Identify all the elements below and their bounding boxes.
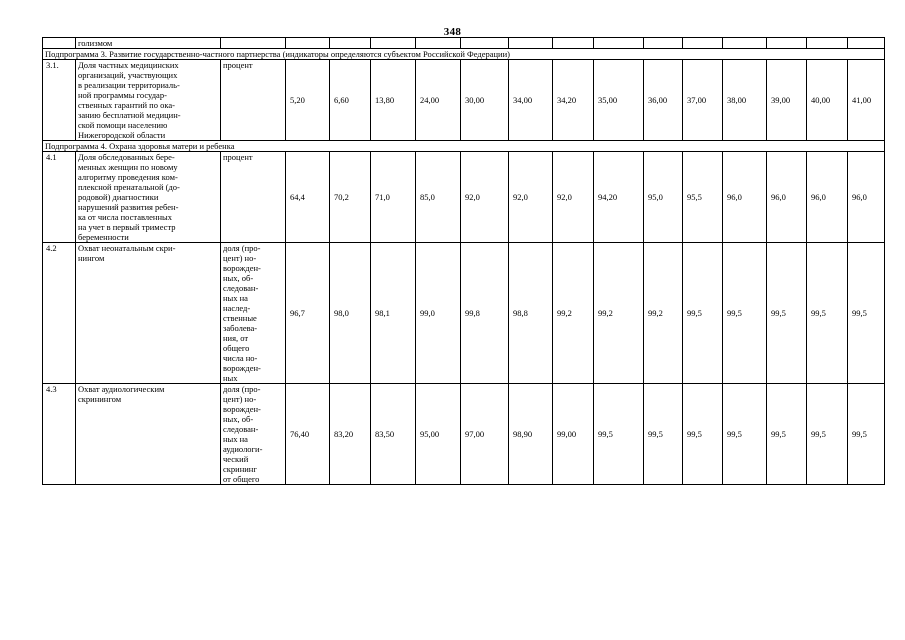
indicator-value: 99,5	[807, 243, 848, 384]
indicator-number: 4.2	[43, 243, 76, 384]
indicator-value: 96,0	[807, 152, 848, 243]
indicator-unit-text: процент	[223, 60, 253, 70]
empty-cell	[848, 38, 885, 49]
indicator-value: 13,80	[371, 60, 416, 141]
indicator-table	[42, 37, 885, 485]
indicator-value: 96,0	[767, 152, 807, 243]
indicator-value: 71,0	[371, 152, 416, 243]
indicator-name	[76, 152, 221, 243]
indicator-value: 95,0	[644, 152, 683, 243]
empty-cell	[286, 38, 330, 49]
empty-cell	[594, 38, 644, 49]
continued-row	[43, 38, 885, 49]
indicator-value: 96,0	[848, 152, 885, 243]
empty-cell	[43, 38, 76, 49]
indicator-row	[43, 243, 885, 384]
indicator-value: 99,5	[767, 243, 807, 384]
indicator-value: 99,00	[553, 384, 594, 485]
empty-cell	[807, 38, 848, 49]
indicator-value: 76,40	[286, 384, 330, 485]
empty-cell	[644, 38, 683, 49]
indicator-value: 39,00	[767, 60, 807, 141]
indicator-number: 3.1.	[43, 60, 76, 141]
indicator-unit	[221, 384, 286, 485]
empty-cell	[371, 38, 416, 49]
section-header-row	[43, 49, 885, 60]
empty-cell	[330, 38, 371, 49]
indicator-name	[76, 243, 221, 384]
indicator-value: 99,2	[644, 243, 683, 384]
indicator-value: 36,00	[644, 60, 683, 141]
indicator-value: 97,00	[461, 384, 509, 485]
indicator-value: 24,00	[416, 60, 461, 141]
indicator-number: 4.3	[43, 384, 76, 485]
indicator-value: 99,5	[683, 384, 723, 485]
empty-cell	[723, 38, 767, 49]
indicator-value: 99,5	[848, 243, 885, 384]
empty-cell	[683, 38, 723, 49]
indicator-unit	[221, 243, 286, 384]
empty-cell	[416, 38, 461, 49]
indicator-value: 99,5	[848, 384, 885, 485]
indicator-name	[76, 384, 221, 485]
empty-cell	[509, 38, 553, 49]
indicator-value: 83,50	[371, 384, 416, 485]
indicator-value: 99,5	[807, 384, 848, 485]
indicator-unit-text: доля (про- цент) но- ворожден- ных, об- следован- ных на наслед- ственные заболева- ния, от общего числа но- ворожден- ных	[223, 243, 261, 383]
indicator-value: 30,00	[461, 60, 509, 141]
empty-cell	[767, 38, 807, 49]
indicator-value: 99,8	[461, 243, 509, 384]
section-title: Подпрограмма 4. Охрана здоровья матери и ребенка	[43, 141, 885, 152]
section-header-row	[43, 141, 885, 152]
indicator-value: 99,2	[553, 243, 594, 384]
indicator-value: 99,5	[594, 384, 644, 485]
indicator-value: 96,7	[286, 243, 330, 384]
indicator-value: 92,0	[509, 152, 553, 243]
continued-text: голизмом	[76, 38, 221, 49]
indicator-name	[76, 60, 221, 141]
indicator-value: 98,90	[509, 384, 553, 485]
indicator-value: 99,5	[644, 384, 683, 485]
indicator-value: 96,0	[723, 152, 767, 243]
indicator-value: 40,00	[807, 60, 848, 141]
indicator-value: 38,00	[723, 60, 767, 141]
indicator-value: 41,00	[848, 60, 885, 141]
indicator-value: 99,5	[723, 243, 767, 384]
empty-cell	[553, 38, 594, 49]
indicator-value: 83,20	[330, 384, 371, 485]
indicator-row	[43, 60, 885, 141]
indicator-row	[43, 384, 885, 485]
indicator-value: 94,20	[594, 152, 644, 243]
indicator-value: 5,20	[286, 60, 330, 141]
indicator-value: 70,2	[330, 152, 371, 243]
indicator-value: 98,0	[330, 243, 371, 384]
section-title: Подпрограмма 3. Развитие государственно-частного партнерства (индикаторы определяются субъектом Российской Федерации)	[43, 49, 885, 60]
indicator-value: 99,5	[723, 384, 767, 485]
indicator-value: 99,2	[594, 243, 644, 384]
indicator-name-text: Доля частных медицинских организаций, участвующих в реализации территориаль- ной программы государ- ственных гарантий по ока- занию бесплатной медицин- ской помощи населению Нижегородской области	[78, 60, 181, 140]
indicator-value: 95,00	[416, 384, 461, 485]
indicator-value: 85,0	[416, 152, 461, 243]
indicator-name-text: Охват аудиологическим скринингом	[78, 384, 165, 404]
indicator-value: 99,5	[767, 384, 807, 485]
indicator-row	[43, 152, 885, 243]
indicator-value: 37,00	[683, 60, 723, 141]
indicator-unit	[221, 60, 286, 141]
indicator-value: 98,1	[371, 243, 416, 384]
indicator-unit-text: доля (про- цент) но- ворожден- ных, об- следован- ных на аудиологи- ческий скрининг от общего	[223, 384, 263, 484]
indicator-value: 99,0	[416, 243, 461, 384]
page-number: 348	[443, 26, 462, 38]
indicator-value: 98,8	[509, 243, 553, 384]
indicator-value: 92,0	[461, 152, 509, 243]
indicator-value: 34,20	[553, 60, 594, 141]
indicator-value: 95,5	[683, 152, 723, 243]
indicator-value: 34,00	[509, 60, 553, 141]
indicator-value: 64,4	[286, 152, 330, 243]
empty-cell	[461, 38, 509, 49]
indicator-name-text: Охват неонатальным скри- нингом	[78, 243, 176, 263]
indicator-unit-text: процент	[223, 152, 253, 162]
empty-cell	[221, 38, 286, 49]
indicator-value: 92,0	[553, 152, 594, 243]
indicator-name-text: Доля обследованных бере- менных женщин по новому алгоритму проведения ком- плексной пренатальной (до- родовой) диагностики нарушений развития ребен- ка от числа поставленных на учет в первый триместр беременности	[78, 152, 180, 242]
indicator-value: 99,5	[683, 243, 723, 384]
indicator-unit	[221, 152, 286, 243]
indicator-number: 4.1	[43, 152, 76, 243]
indicator-value: 6,60	[330, 60, 371, 141]
indicator-value: 35,00	[594, 60, 644, 141]
